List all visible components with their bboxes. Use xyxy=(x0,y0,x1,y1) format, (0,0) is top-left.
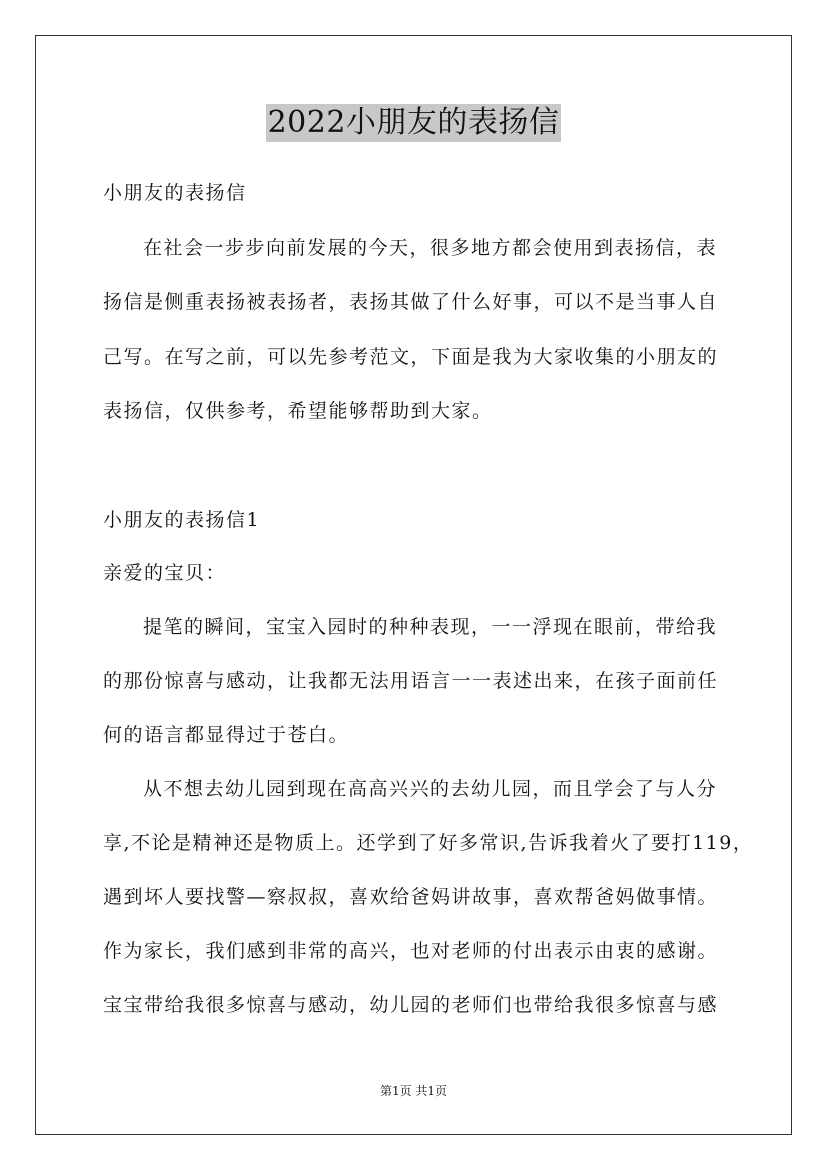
paragraph1-line: 何的语言都显得过于苍白。 xyxy=(103,724,350,746)
paragraph2-line: 遇到坏人要找警—察叔叔，喜欢给爸妈讲故事，喜欢帮爸妈做事情。 xyxy=(103,886,719,908)
intro-line: 在社会一步步向前发展的今天，很多地方都会使用到表扬信，表 xyxy=(143,237,718,259)
paragraph2-line: 从不想去幼儿园到现在高高兴兴的去幼儿园，而且学会了与人分 xyxy=(143,778,718,800)
salutation: 亲爱的宝贝： xyxy=(103,562,227,584)
section-heading: 小朋友的表扬信1 xyxy=(103,509,261,531)
intro-line: 表扬信，仅供参考，希望能够帮助到大家。 xyxy=(103,400,493,422)
paragraph1-line: 提笔的瞬间，宝宝入园时的种种表现，一一浮现在眼前，带给我 xyxy=(143,616,718,638)
paragraph2-line: 宝宝带给我很多惊喜与感动，幼儿园的老师们也带给我很多惊喜与感 xyxy=(103,994,719,1016)
intro-line: 己写。在写之前，可以先参考范文，下面是我为大家收集的小朋友的 xyxy=(103,346,719,368)
intro-line: 扬信是侧重表扬被表扬者，表扬其做了什么好事，可以不是当事人自 xyxy=(103,291,719,313)
paragraph2-line: 享,不论是精神还是物质上。还学到了好多常识,告诉我着火了要打119， xyxy=(103,832,754,854)
page-number-footer: 第1页 共1页 xyxy=(379,1084,448,1098)
paragraph1-line: 的那份惊喜与感动，让我都无法用语言一一表述出来，在孩子面前任 xyxy=(103,670,719,692)
title-container xyxy=(0,104,827,142)
document-title: 2022小朋友的表扬信 xyxy=(267,105,560,140)
paragraph2-line: 作为家长，我们感到非常的高兴，也对老师的付出表示由衷的感谢。 xyxy=(103,940,719,962)
subtitle-heading: 小朋友的表扬信 xyxy=(103,182,247,204)
